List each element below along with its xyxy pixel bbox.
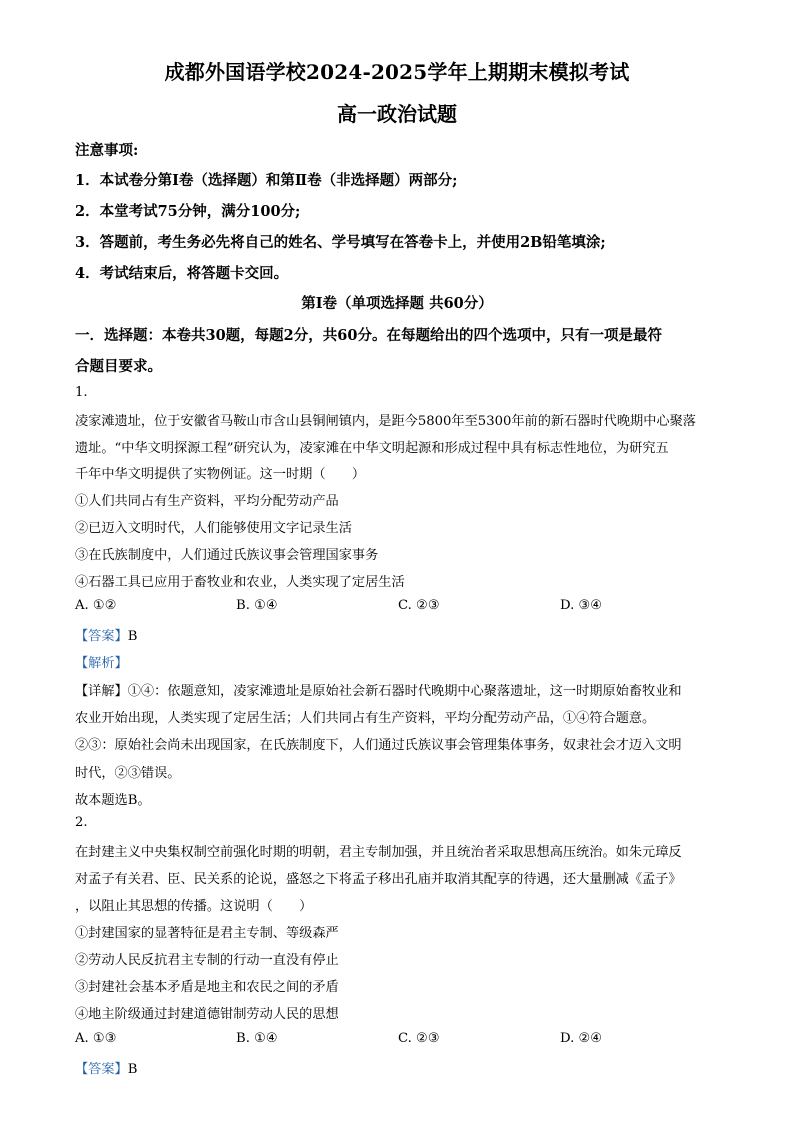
- detail-conclusion: 故本题选B。: [75, 793, 151, 808]
- detail-line: ②③：原始社会尚未出现国家，在氏族制度下，人们通过氏族议事会管理集体事务，奴隶社会才迈入文明: [75, 738, 682, 753]
- statement: ④石器工具已应用于畜牧业和农业，人类实现了定居生活: [75, 575, 405, 590]
- statement: ③封建社会基本矛盾是地主和农民之间的矛盾: [75, 980, 339, 995]
- option-a: A. ①②: [75, 598, 117, 613]
- statement: ②劳动人民反抗君主专制的行动一直没有停止: [75, 953, 339, 968]
- notice-heading: 注意事项:: [75, 142, 139, 159]
- option-b: B. ①④: [236, 1031, 278, 1046]
- section-instruction: 合题目要求。: [75, 358, 162, 375]
- answer-tag: 【答案】: [75, 629, 128, 644]
- section-instruction: 一．选择题：本卷共30题，每题2分，共60分。在每题给出的四个选项中，只有一项是最符: [75, 327, 662, 344]
- notice-item: 1．本试卷分第Ⅰ卷（选择题）和第Ⅱ卷（非选择题）两部分;: [75, 172, 458, 189]
- exam-subtitle: 高一政治试题: [337, 102, 457, 126]
- statement: ②已迈入文明时代，人们能够使用文字记录生活: [75, 521, 352, 536]
- statement: ④地主阶级通过封建道德钳制劳动人民的思想: [75, 1007, 339, 1022]
- detail-line: [75, 680, 682, 699]
- option-b: B. ①④: [236, 598, 278, 613]
- notice-item: 3．答题前，考生务必先将自己的姓名、学号填写在答卷卡上，并使用2B铅笔填涂;: [75, 234, 606, 251]
- question-stem-line: 在封建主义中央集权制空前强化时期的明朝，君主专制加强，并且统治者采取思想高压统治。如朱元璋反: [75, 845, 682, 860]
- option-c: C. ②③: [398, 598, 440, 613]
- statement: ①人们共同占有生产资料，平均分配劳动产品: [75, 494, 339, 509]
- notice-item: 2．本堂考试75分钟，满分100分;: [75, 203, 301, 220]
- answer-line: [75, 625, 137, 644]
- answer-tag: 【答案】: [75, 1062, 128, 1077]
- exam-title: 成都外国语学校2024-2025学年上期期末模拟考试: [164, 60, 630, 84]
- answer-value: B: [127, 1062, 138, 1077]
- notice-item: 4．考试结束后，将答题卡交回。: [75, 265, 289, 282]
- option-d: D. ③④: [560, 598, 603, 613]
- section-title: 第Ⅰ卷（单项选择题 共60分）: [301, 295, 493, 312]
- detail-text: ①④：依题意知，凌家滩遗址是原始社会新石器时代晚期中心聚落遗址，这一时期原始畜牧业和: [127, 684, 682, 699]
- statement: ①封建国家的显著特征是君主专制、等级森严: [75, 926, 339, 941]
- statement: ③在氏族制度中，人们通过氏族议事会管理国家事务: [75, 548, 379, 563]
- option-c: C. ②③: [398, 1031, 440, 1046]
- option-a: A. ①③: [75, 1031, 117, 1046]
- answer-line: [75, 1058, 137, 1077]
- question-stem-line: ，以阻止其思想的传播。这说明（ ）: [75, 899, 313, 914]
- question-number: 1.: [75, 385, 88, 400]
- option-d: D. ②④: [560, 1031, 603, 1046]
- question-stem-line: 凌家滩遗址，位于安徽省马鞍山市含山县铜闸镇内，是距今5800年至5300年前的新石器时代晚期中心聚落: [75, 414, 696, 429]
- question-stem-line: 遗址。“中华文明探源工程”研究认为，凌家滩在中华文明起源和形成过程中具有标志性地位，为研究五: [75, 441, 669, 456]
- question-stem-line: 对孟子有关君、臣、民关系的论说，盛怒之下将孟子移出孔庙并取消其配享的待遇，还大量删减《孟子》: [75, 872, 682, 887]
- detail-line: 时代，②③错误。: [75, 766, 181, 781]
- detail-tag: 【详解】: [75, 684, 128, 699]
- answer-value: B: [127, 629, 138, 644]
- question-stem-line: 千年中华文明提供了实物例证。这一时期（ ）: [75, 467, 366, 482]
- question-number: 2.: [75, 815, 88, 830]
- analysis-tag: 【解析】: [75, 656, 128, 671]
- detail-line: 农业开始出现，人类实现了定居生活；人们共同占有生产资料，平均分配劳动产品，①④符合题意。: [75, 711, 656, 726]
